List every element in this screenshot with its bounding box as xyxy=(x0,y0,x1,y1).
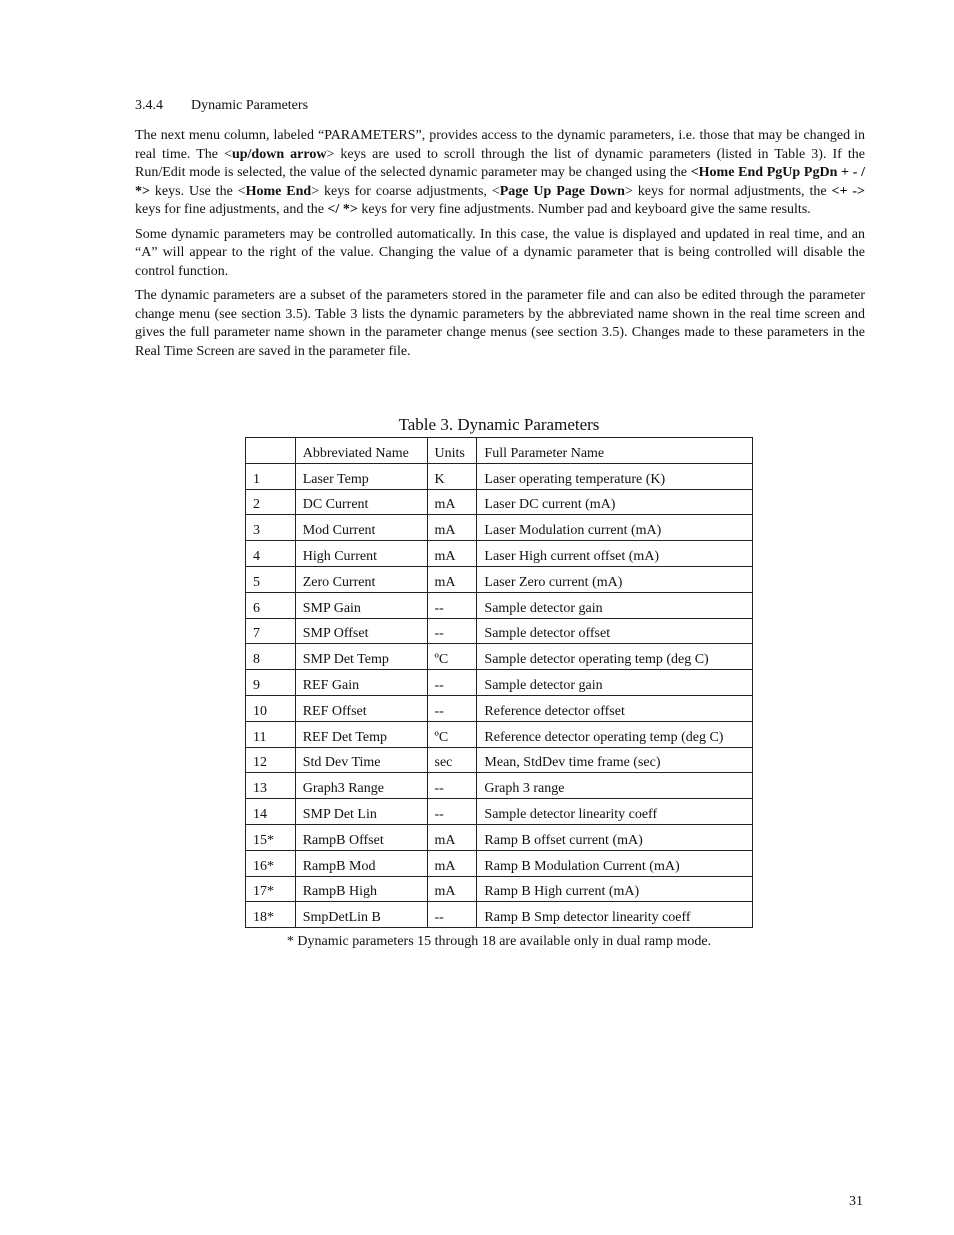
table-cell: Graph 3 range xyxy=(477,773,753,799)
table-header-row xyxy=(246,438,753,464)
table-row xyxy=(246,773,753,799)
table-cell: -- xyxy=(427,592,477,618)
table-cell: -- xyxy=(427,670,477,696)
table-cell: Laser High current offset (mA) xyxy=(477,541,753,567)
table-cell: 18* xyxy=(246,902,296,928)
table-row xyxy=(246,618,753,644)
table-row xyxy=(246,592,753,618)
para1-bold: up/down arrow xyxy=(231,146,327,162)
table-cell: 4 xyxy=(246,541,296,567)
table-row xyxy=(246,747,753,773)
table-cell: ºC xyxy=(427,644,477,670)
paragraph-3: The dynamic parameters are a subset of the parameters stored in the parameter file and can also be edited through the parameter change menu (see section 3.5). Table 3 lists the dynamic parameters by the abbreviated name shown in the real time screen and gives the full parameter name shown in the parameter change menus (see section 3.5). Changes made to these parameters in the Real Time Screen are saved in the parameter file. xyxy=(135,288,865,359)
table-cell: mA xyxy=(427,541,477,567)
section-number: 3.4.4 xyxy=(135,98,163,113)
table-row xyxy=(246,824,753,850)
table-cell: Sample detector gain xyxy=(477,670,753,696)
table-cell: sec xyxy=(427,747,477,773)
table-row xyxy=(246,670,753,696)
table-row xyxy=(246,489,753,515)
table-row xyxy=(246,644,753,670)
table-cell: 8 xyxy=(246,644,296,670)
table-cell: 15* xyxy=(246,824,296,850)
table-cell: RampB Mod xyxy=(295,850,427,876)
header-cell: Units xyxy=(427,438,477,464)
table-cell: SMP Det Temp xyxy=(295,644,427,670)
paragraph-2: Some dynamic parameters may be controlled automatically. In this case, the value is displayed and updated in real time, and an “A” will appear to the right of the value. Changing the value of a dynamic parameter that is being controlled will disable the control function. xyxy=(135,226,865,279)
table-cell: mA xyxy=(427,515,477,541)
table-cell: Mean, StdDev time frame (sec) xyxy=(477,747,753,773)
table-cell: 5 xyxy=(246,566,296,592)
table-cell: Sample detector offset xyxy=(477,618,753,644)
table-row xyxy=(246,541,753,567)
table-row xyxy=(246,799,753,825)
table-cell: 6 xyxy=(246,592,296,618)
table-cell: 17* xyxy=(246,876,296,902)
table-cell: SMP Gain xyxy=(295,592,427,618)
table-cell: DC Current xyxy=(295,489,427,515)
table-cell: 13 xyxy=(246,773,296,799)
table-cell: -- xyxy=(427,902,477,928)
table-cell: 9 xyxy=(246,670,296,696)
table-cell: ºC xyxy=(427,721,477,747)
paragraph-1 xyxy=(135,127,865,220)
table-cell: Std Dev Time xyxy=(295,747,427,773)
table-cell: 12 xyxy=(246,747,296,773)
header-cell: Abbreviated Name xyxy=(295,438,427,464)
table-cell: Reference detector operating temp (deg C) xyxy=(477,721,753,747)
table-cell: mA xyxy=(427,489,477,515)
table-cell: Graph3 Range xyxy=(295,773,427,799)
table-row xyxy=(246,566,753,592)
para1-text: > keys for normal adjustments, the xyxy=(624,183,832,199)
header-cell xyxy=(246,438,296,464)
table-cell: 16* xyxy=(246,850,296,876)
table-cell: Sample detector gain xyxy=(477,592,753,618)
table-cell: RampB High xyxy=(295,876,427,902)
table-cell: Sample detector operating temp (deg C) xyxy=(477,644,753,670)
para1-bold: Home End xyxy=(245,183,312,199)
section-title: Dynamic Parameters xyxy=(191,98,309,113)
table-cell: Zero Current xyxy=(295,566,427,592)
dynamic-parameters-table xyxy=(245,437,753,928)
table-cell: RampB Offset xyxy=(295,824,427,850)
table-cell: 10 xyxy=(246,695,296,721)
table-container xyxy=(245,414,753,952)
table-row xyxy=(246,902,753,928)
table-cell: REF Gain xyxy=(295,670,427,696)
table-cell: Laser Modulation current (mA) xyxy=(477,515,753,541)
table-cell: Ramp B High current (mA) xyxy=(477,876,753,902)
table-cell: 3 xyxy=(246,515,296,541)
table-cell: K xyxy=(427,463,477,489)
page-number: 31 xyxy=(849,1194,863,1209)
para1-text: keys for fine adjustments, and the xyxy=(135,202,328,217)
table-cell: Ramp B Modulation Current (mA) xyxy=(477,850,753,876)
table-cell: Mod Current xyxy=(295,515,427,541)
table-row xyxy=(246,876,753,902)
table-cell: SMP Offset xyxy=(295,618,427,644)
table-cell: 7 xyxy=(246,618,296,644)
table-cell: Laser operating temperature (K) xyxy=(477,463,753,489)
table-cell: mA xyxy=(427,850,477,876)
table-cell: REF Det Temp xyxy=(295,721,427,747)
table-cell: Ramp B Smp detector linearity coeff xyxy=(477,902,753,928)
table-row xyxy=(246,721,753,747)
section-heading xyxy=(135,96,865,116)
table-cell: 11 xyxy=(246,721,296,747)
table-row xyxy=(246,463,753,489)
table-cell: 1 xyxy=(246,463,296,489)
para1-bold: <Home End PgUp PgDn + - / *> xyxy=(135,165,865,199)
table-cell: mA xyxy=(427,876,477,902)
para1-text: > keys for coarse adjustments, < xyxy=(311,183,500,199)
table-cell: mA xyxy=(427,824,477,850)
table-cell: Laser Zero current (mA) xyxy=(477,566,753,592)
table-cell: Laser Temp xyxy=(295,463,427,489)
table-row xyxy=(246,850,753,876)
para1-bold: </ *> xyxy=(327,202,358,217)
table-cell: 2 xyxy=(246,489,296,515)
table-row xyxy=(246,695,753,721)
document-body xyxy=(135,96,865,367)
table-cell: -- xyxy=(427,799,477,825)
table-cell: mA xyxy=(427,566,477,592)
para1-bold: <+ -> xyxy=(831,183,865,199)
table-cell: High Current xyxy=(295,541,427,567)
table-cell: -- xyxy=(427,695,477,721)
para1-text: keys. Use the < xyxy=(149,183,246,199)
table-cell: SMP Det Lin xyxy=(295,799,427,825)
table-cell: -- xyxy=(427,618,477,644)
table-cell: Reference detector offset xyxy=(477,695,753,721)
para1-text: The next menu column, labeled “PARAMETERS”, provides access to the dynamic parameters, i.e. those that may be changed in real time. The < xyxy=(135,128,865,162)
para1-text: > keys are used to scroll through the list of dynamic parameters (listed in Table 3). If the Run/Edit mode is selected, the value of the selected dynamic parameter may be changed using the xyxy=(135,146,865,180)
table-caption: Table 3. Dynamic Parameters xyxy=(398,415,600,434)
table-cell: -- xyxy=(427,773,477,799)
table-row xyxy=(246,515,753,541)
table-cell: SmpDetLin B xyxy=(295,902,427,928)
table-cell: Laser DC current (mA) xyxy=(477,489,753,515)
table-footnote: * Dynamic parameters 15 through 18 are available only in dual ramp mode. xyxy=(286,934,712,950)
para1-text: keys for very fine adjustments. Number pad and keyboard give the same results. xyxy=(357,202,811,217)
table-cell: Ramp B offset current (mA) xyxy=(477,824,753,850)
table-cell: 14 xyxy=(246,799,296,825)
para1-bold: Page Up Page Down xyxy=(499,183,625,199)
table-cell: REF Offset xyxy=(295,695,427,721)
table-cell: Sample detector linearity coeff xyxy=(477,799,753,825)
header-cell: Full Parameter Name xyxy=(477,438,753,464)
